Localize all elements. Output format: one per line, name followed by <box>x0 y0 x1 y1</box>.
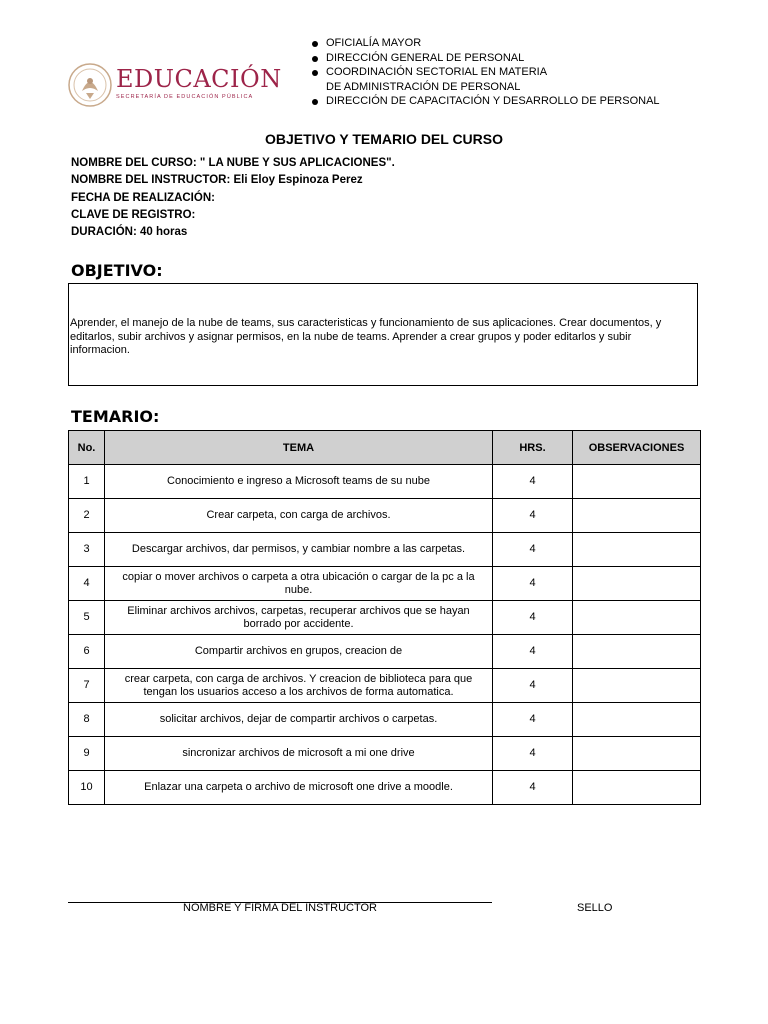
cell-no: 7 <box>69 669 105 703</box>
cell-no: 2 <box>69 499 105 533</box>
cell-hrs: 4 <box>493 635 573 669</box>
header-bullets <box>310 36 660 109</box>
table-row <box>69 703 701 737</box>
header-tema: TEMA <box>105 431 493 465</box>
seal-label: SELLO <box>577 902 613 914</box>
cell-observaciones <box>573 533 701 567</box>
cell-no: 1 <box>69 465 105 499</box>
registration-key: CLAVE DE REGISTRO: <box>71 208 196 221</box>
brand-subtitle: SECRETARÍA DE EDUCACIÓN PÚBLICA <box>116 94 254 100</box>
cell-tema: Enlazar una carpeta o archivo de microsoft one drive a moodle. <box>105 771 493 805</box>
header-line: DIRECCIÓN GENERAL DE PERSONAL <box>310 51 660 66</box>
cell-observaciones <box>573 737 701 771</box>
cell-hrs: 4 <box>493 737 573 771</box>
cell-hrs: 4 <box>493 567 573 601</box>
cell-tema: crear carpeta, con carga de archivos. Y creacion de biblioteca para que tengan los usuarios acceso a los archivos de forma automatica. <box>105 669 493 703</box>
instructor-name: NOMBRE DEL INSTRUCTOR: Eli Eloy Espinoza Perez <box>71 174 363 187</box>
cell-no: 9 <box>69 737 105 771</box>
cell-tema: solicitar archivos, dejar de compartir archivos o carpetas. <box>105 703 493 737</box>
cell-tema: Compartir archivos en grupos, creacion de <box>105 635 493 669</box>
cell-hrs: 4 <box>493 703 573 737</box>
signature-label: NOMBRE Y FIRMA DEL INSTRUCTOR <box>183 902 377 914</box>
cell-no: 3 <box>69 533 105 567</box>
table-row <box>69 669 701 703</box>
table-body <box>69 465 701 805</box>
course-name: NOMBRE DEL CURSO: " LA NUBE Y SUS APLICACIONES". <box>71 157 395 169</box>
cell-tema: Eliminar archivos archivos, carpetas, recuperar archivos que se hayan borrado por accidente. <box>105 601 493 635</box>
cell-no: 6 <box>69 635 105 669</box>
cell-hrs: 4 <box>493 533 573 567</box>
cell-tema: sincronizar archivos de microsoft a mi one drive <box>105 737 493 771</box>
header-observaciones: OBSERVACIONES <box>573 431 701 465</box>
objetivo-heading: OBJETIVO: <box>71 261 163 280</box>
cell-observaciones <box>573 465 701 499</box>
cell-hrs: 4 <box>493 771 573 805</box>
table-row <box>69 601 701 635</box>
cell-no: 8 <box>69 703 105 737</box>
bullet-icon <box>312 70 318 76</box>
cell-observaciones <box>573 771 701 805</box>
cell-observaciones <box>573 601 701 635</box>
header-no: No. <box>69 431 105 465</box>
brand-name: EDUCACIÓN <box>116 65 282 93</box>
table-row <box>69 533 701 567</box>
cell-hrs: 4 <box>493 601 573 635</box>
logo <box>68 63 282 109</box>
cell-no: 4 <box>69 567 105 601</box>
cell-tema: Conocimiento e ingreso a Microsoft teams de su nube <box>105 465 493 499</box>
table-row <box>69 635 701 669</box>
table-row <box>69 567 701 601</box>
cell-observaciones <box>573 669 701 703</box>
header-line: DIRECCIÓN DE CAPACITACIÓN Y DESARROLLO DE PERSONAL <box>310 94 660 109</box>
bullet-icon <box>312 99 318 105</box>
bullet-icon <box>312 41 318 47</box>
cell-tema: Descargar archivos, dar permisos, y cambiar nombre a las carpetas. <box>105 533 493 567</box>
cell-hrs: 4 <box>493 465 573 499</box>
date-field: FECHA DE REALIZACIÓN: <box>71 191 215 204</box>
cell-no: 5 <box>69 601 105 635</box>
cell-no: 10 <box>69 771 105 805</box>
objetivo-text: Aprender, el manejo de la nube de teams, sus caracteristicas y funcionamiento de sus aplicaciones. Crear documentos, y editarlos, subir archivos y asignar permisos, en la nube de teams. Aprender a crear grupos y poder editarlos y subir informacion. <box>70 317 662 356</box>
cell-observaciones <box>573 499 701 533</box>
table-row <box>69 771 701 805</box>
table-row <box>69 465 701 499</box>
table-row <box>69 737 701 771</box>
objetivo-box <box>68 283 698 386</box>
cell-hrs: 4 <box>493 669 573 703</box>
cell-hrs: 4 <box>493 499 573 533</box>
temario-table <box>68 430 701 805</box>
duration: DURACIÓN: 40 horas <box>71 226 188 239</box>
header-hrs: HRS. <box>493 431 573 465</box>
header-line: DE ADMINISTRACIÓN DE PERSONAL <box>326 80 521 93</box>
bullet-icon <box>312 56 318 62</box>
cell-observaciones <box>573 703 701 737</box>
header-line: OFICIALÍA MAYOR <box>310 36 660 51</box>
cell-tema: copiar o mover archivos o carpeta a otra ubicación o cargar de la pc a la nube. <box>105 567 493 601</box>
cell-observaciones <box>573 635 701 669</box>
table-row <box>69 499 701 533</box>
course-info <box>71 155 395 241</box>
document-title: OBJETIVO Y TEMARIO DEL CURSO <box>264 131 504 147</box>
temario-heading: TEMARIO: <box>71 407 160 426</box>
table-header-row <box>69 431 701 465</box>
eagle-seal-icon <box>68 63 112 107</box>
cell-observaciones <box>573 567 701 601</box>
header-line: COORDINACIÓN SECTORIAL EN MATERIA <box>310 65 660 80</box>
cell-tema: Crear carpeta, con carga de archivos. <box>105 499 493 533</box>
